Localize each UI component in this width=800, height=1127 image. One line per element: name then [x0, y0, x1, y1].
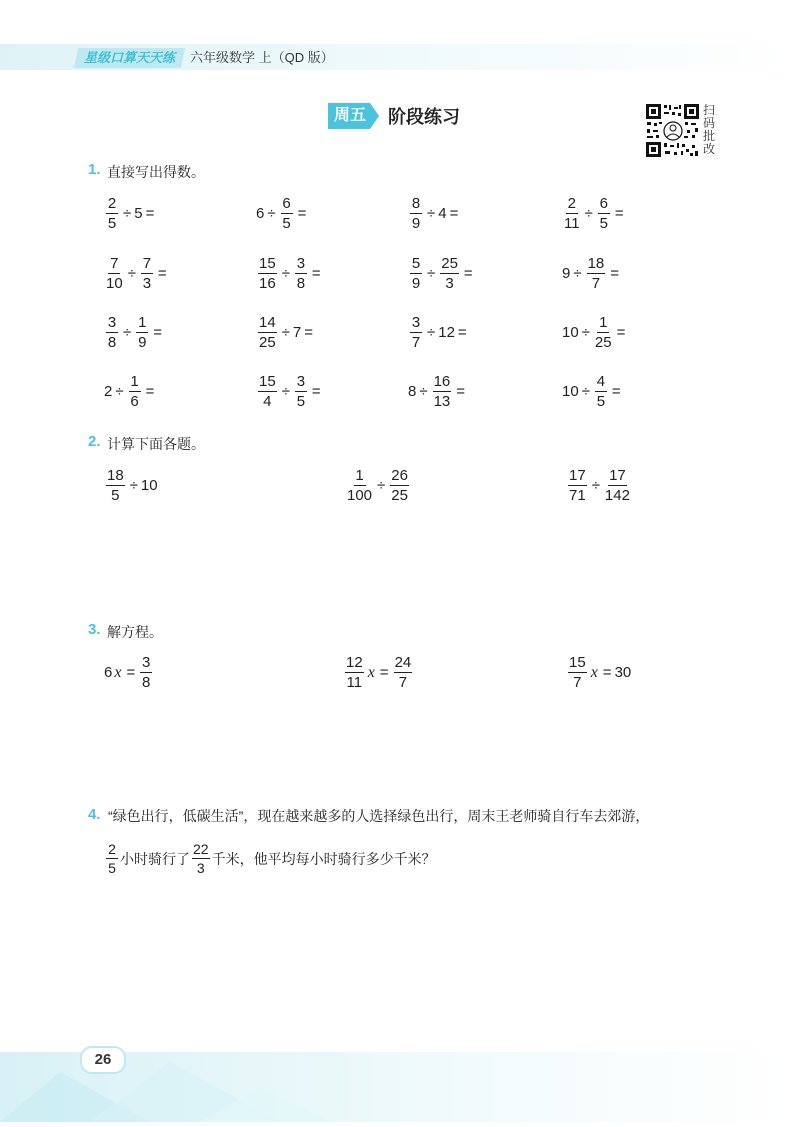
- numerator: 25: [441, 255, 458, 272]
- numerator: 8: [411, 195, 421, 212]
- equals-sign: =: [297, 205, 307, 222]
- q1-problem: [408, 256, 476, 291]
- fraction: [595, 374, 607, 409]
- q4-text-part1: 小时骑行了: [120, 850, 190, 867]
- divide-sign: ÷: [427, 265, 436, 282]
- numerator: 2: [107, 195, 117, 212]
- equals-sign: =: [614, 205, 624, 222]
- numerator: 17: [609, 467, 626, 484]
- q4-text-part2: 千米，他平均每小时骑行多少千米？: [211, 850, 436, 867]
- q3-equation: [566, 655, 631, 690]
- divide-sign: ÷: [281, 324, 290, 341]
- q4-fraction-distance: [192, 842, 210, 875]
- divide-sign: ÷: [581, 324, 590, 341]
- q1-problem: [104, 315, 165, 350]
- numerator: 3: [296, 373, 306, 390]
- number: 10: [562, 324, 579, 341]
- denominator: 8: [142, 674, 151, 691]
- divide-sign: ÷: [581, 383, 590, 400]
- denominator: 7: [411, 334, 421, 351]
- numerator: 4: [596, 373, 606, 390]
- fraction: [568, 468, 587, 503]
- fraction: [140, 655, 152, 690]
- q2-problem: [566, 468, 632, 503]
- denominator: 10: [106, 275, 123, 292]
- book-subtitle: 六年级数学 上（QD 版）: [190, 50, 334, 65]
- divide-sign: ÷: [419, 383, 428, 400]
- fraction: [106, 196, 118, 231]
- numerator: 17: [569, 467, 586, 484]
- divide-sign: ÷: [573, 265, 582, 282]
- numerator: 7: [110, 255, 119, 272]
- fraction: [598, 196, 610, 231]
- equals-sign: =: [304, 324, 314, 341]
- series-name: 星级口算天天练: [84, 50, 176, 65]
- numerator: 1: [130, 373, 139, 390]
- numerator: 24: [394, 654, 412, 671]
- equals-sign: =: [610, 265, 620, 282]
- q2-problem: [104, 468, 158, 503]
- q1-problem: [562, 196, 627, 231]
- q1-problem: [562, 256, 622, 291]
- divide-sign: ÷: [123, 205, 132, 222]
- page-number: 26: [80, 1046, 126, 1074]
- numerator: 22: [193, 841, 209, 857]
- numerator: 18: [587, 255, 605, 272]
- qr-code-graphic: [645, 103, 700, 158]
- number: 10: [140, 477, 158, 494]
- numerator: 1: [599, 314, 608, 331]
- equals-sign: =: [456, 383, 466, 400]
- q3-equation: [104, 655, 154, 690]
- numerator: 2: [106, 842, 118, 859]
- denominator: 25: [391, 487, 408, 504]
- q1-problem: [562, 374, 624, 409]
- q1-problem: [408, 196, 461, 231]
- equals-sign: =: [616, 324, 626, 341]
- title-text: 阶段练习: [388, 107, 461, 127]
- q1-problem: [104, 374, 157, 409]
- number: 5: [134, 205, 143, 222]
- fraction: [129, 374, 141, 409]
- q1-number: 1.: [88, 161, 101, 178]
- denominator: 5: [599, 215, 608, 232]
- numerator: 12: [346, 654, 363, 671]
- qr-label-char: 码: [703, 116, 716, 130]
- q2-problem: [345, 468, 411, 503]
- equals-sign: =: [449, 205, 459, 222]
- qr-label-char: 改: [703, 142, 716, 156]
- number: 12: [438, 324, 455, 341]
- denominator: 5: [107, 215, 117, 232]
- fraction: [433, 374, 452, 409]
- numerator: 16: [433, 373, 451, 390]
- denominator: 142: [604, 487, 630, 504]
- divide-sign: ÷: [281, 265, 290, 282]
- equals-sign: =: [311, 383, 321, 400]
- equals-sign: =: [379, 664, 389, 681]
- q1-problem: [408, 374, 468, 409]
- numerator: 7: [142, 255, 152, 272]
- fraction: [440, 256, 459, 291]
- number: 4: [438, 205, 447, 222]
- q1-problem: [408, 315, 470, 350]
- q1-problem: [256, 374, 324, 409]
- denominator: 25: [594, 334, 612, 351]
- fraction: [347, 468, 372, 503]
- divide-sign: ÷: [129, 477, 138, 494]
- denominator: 8: [296, 275, 306, 292]
- equals-sign: =: [311, 265, 321, 282]
- divide-sign: ÷: [427, 324, 436, 341]
- q1-instruction: 直接写出得数。: [107, 164, 205, 180]
- denominator: 7: [398, 674, 408, 691]
- denominator: 3: [445, 275, 454, 292]
- fraction: [136, 315, 148, 350]
- fraction: [587, 256, 606, 291]
- number: 8: [408, 383, 417, 400]
- denominator: 5: [108, 860, 116, 876]
- fraction: [106, 256, 123, 291]
- q2-instruction: 计算下面各题。: [107, 436, 205, 452]
- variable: x: [114, 663, 122, 681]
- q3-instruction: 解方程。: [107, 624, 163, 640]
- fraction: [564, 196, 580, 231]
- denominator: 5: [282, 215, 291, 232]
- denominator: 11: [346, 674, 363, 691]
- number: 6: [256, 205, 265, 222]
- denominator: 9: [411, 215, 421, 232]
- fraction: [258, 256, 277, 291]
- denominator: 25: [259, 334, 276, 351]
- equals-sign: =: [157, 265, 167, 282]
- number: 30: [614, 664, 632, 681]
- q4-number: 4.: [88, 806, 101, 823]
- fraction: [390, 468, 409, 503]
- q1-problem: [256, 196, 309, 231]
- fraction: [595, 315, 612, 350]
- q2-number: 2.: [88, 433, 101, 450]
- fraction: [141, 256, 153, 291]
- fraction: [410, 256, 422, 291]
- equals-sign: =: [145, 205, 155, 222]
- denominator: 7: [591, 275, 601, 292]
- divide-sign: ÷: [591, 477, 600, 494]
- divide-sign: ÷: [281, 383, 290, 400]
- numerator: 3: [411, 314, 421, 331]
- equals-sign: =: [145, 383, 155, 400]
- numerator: 2: [567, 195, 576, 212]
- denominator: 71: [569, 487, 586, 504]
- title-day-badge: 周五: [328, 103, 370, 129]
- numerator: 15: [259, 373, 276, 390]
- denominator: 13: [433, 393, 451, 410]
- fraction: [258, 374, 277, 409]
- denominator: 9: [411, 275, 421, 292]
- number: 10: [562, 383, 579, 400]
- numerator: 15: [259, 255, 276, 272]
- fraction: [106, 315, 118, 350]
- fraction: [394, 655, 413, 690]
- denominator: 16: [259, 275, 276, 292]
- denominator: 5: [296, 393, 306, 410]
- series-tag: [74, 48, 185, 68]
- q4-line1: “绿色出行，低碳生活”，现在越来越多的人选择绿色出行，周末王老师骑自行车去郊游，: [108, 808, 650, 824]
- divide-sign: ÷: [377, 477, 386, 494]
- fraction: [410, 315, 422, 350]
- numerator: 6: [282, 195, 291, 212]
- fraction: [281, 196, 293, 231]
- numerator: 15: [569, 654, 586, 671]
- denominator: 9: [138, 334, 147, 351]
- qr-code-icon[interactable]: [645, 103, 700, 158]
- variable: x: [590, 663, 598, 681]
- divide-sign: ÷: [123, 324, 132, 341]
- numerator: 26: [391, 467, 408, 484]
- denominator: 4: [263, 393, 272, 410]
- denominator: 3: [142, 275, 152, 292]
- number: 2: [104, 383, 113, 400]
- page-title: [328, 103, 460, 129]
- numerator: 1: [355, 467, 364, 484]
- divide-sign: ÷: [427, 205, 436, 222]
- numerator: 18: [107, 467, 124, 484]
- denominator: 3: [196, 860, 205, 876]
- fraction: [295, 256, 307, 291]
- denominator: 7: [573, 674, 582, 691]
- numerator: 5: [411, 255, 421, 272]
- numerator: 3: [142, 654, 151, 671]
- q1-problem: [256, 256, 324, 291]
- qr-label-char: 批: [703, 129, 716, 143]
- equals-sign: =: [126, 664, 136, 681]
- number: 9: [562, 265, 571, 282]
- numerator: 6: [599, 195, 608, 212]
- number: 7: [292, 324, 302, 341]
- qr-label: [703, 104, 717, 156]
- denominator: 5: [111, 487, 120, 504]
- qr-label-char: 扫: [703, 103, 716, 117]
- equals-sign: =: [153, 324, 162, 341]
- fraction: [258, 315, 277, 350]
- fraction: [568, 655, 587, 690]
- equals-sign: =: [602, 664, 612, 681]
- fraction: [605, 468, 630, 503]
- numerator: 1: [138, 314, 147, 331]
- denominator: 8: [107, 334, 117, 351]
- fraction: [106, 468, 125, 503]
- denominator: 11: [564, 215, 580, 232]
- denominator: 100: [347, 487, 373, 504]
- equals-sign: =: [611, 383, 621, 400]
- q1-problem: [256, 315, 316, 350]
- q4-line2: [104, 842, 436, 875]
- fraction: [410, 196, 422, 231]
- divide-sign: ÷: [267, 205, 276, 222]
- numerator: 14: [259, 314, 276, 331]
- equals-sign: =: [457, 324, 467, 341]
- fraction: [295, 374, 307, 409]
- divide-sign: ÷: [584, 205, 593, 222]
- q1-problem: [104, 256, 170, 291]
- coefficient: 6: [104, 664, 113, 681]
- numerator: 3: [107, 314, 117, 331]
- denominator: 5: [596, 393, 606, 410]
- q3-number: 3.: [88, 621, 101, 638]
- q4-fraction-time: [106, 842, 118, 875]
- q1-problem: [104, 196, 157, 231]
- variable: x: [367, 663, 375, 681]
- denominator: 6: [130, 393, 139, 410]
- numerator: 3: [296, 255, 306, 272]
- q1-problem: [562, 315, 628, 350]
- divide-sign: ÷: [115, 383, 124, 400]
- q3-equation: [343, 655, 414, 690]
- equals-sign: =: [463, 265, 473, 282]
- fraction: [345, 655, 364, 690]
- divide-sign: ÷: [127, 265, 136, 282]
